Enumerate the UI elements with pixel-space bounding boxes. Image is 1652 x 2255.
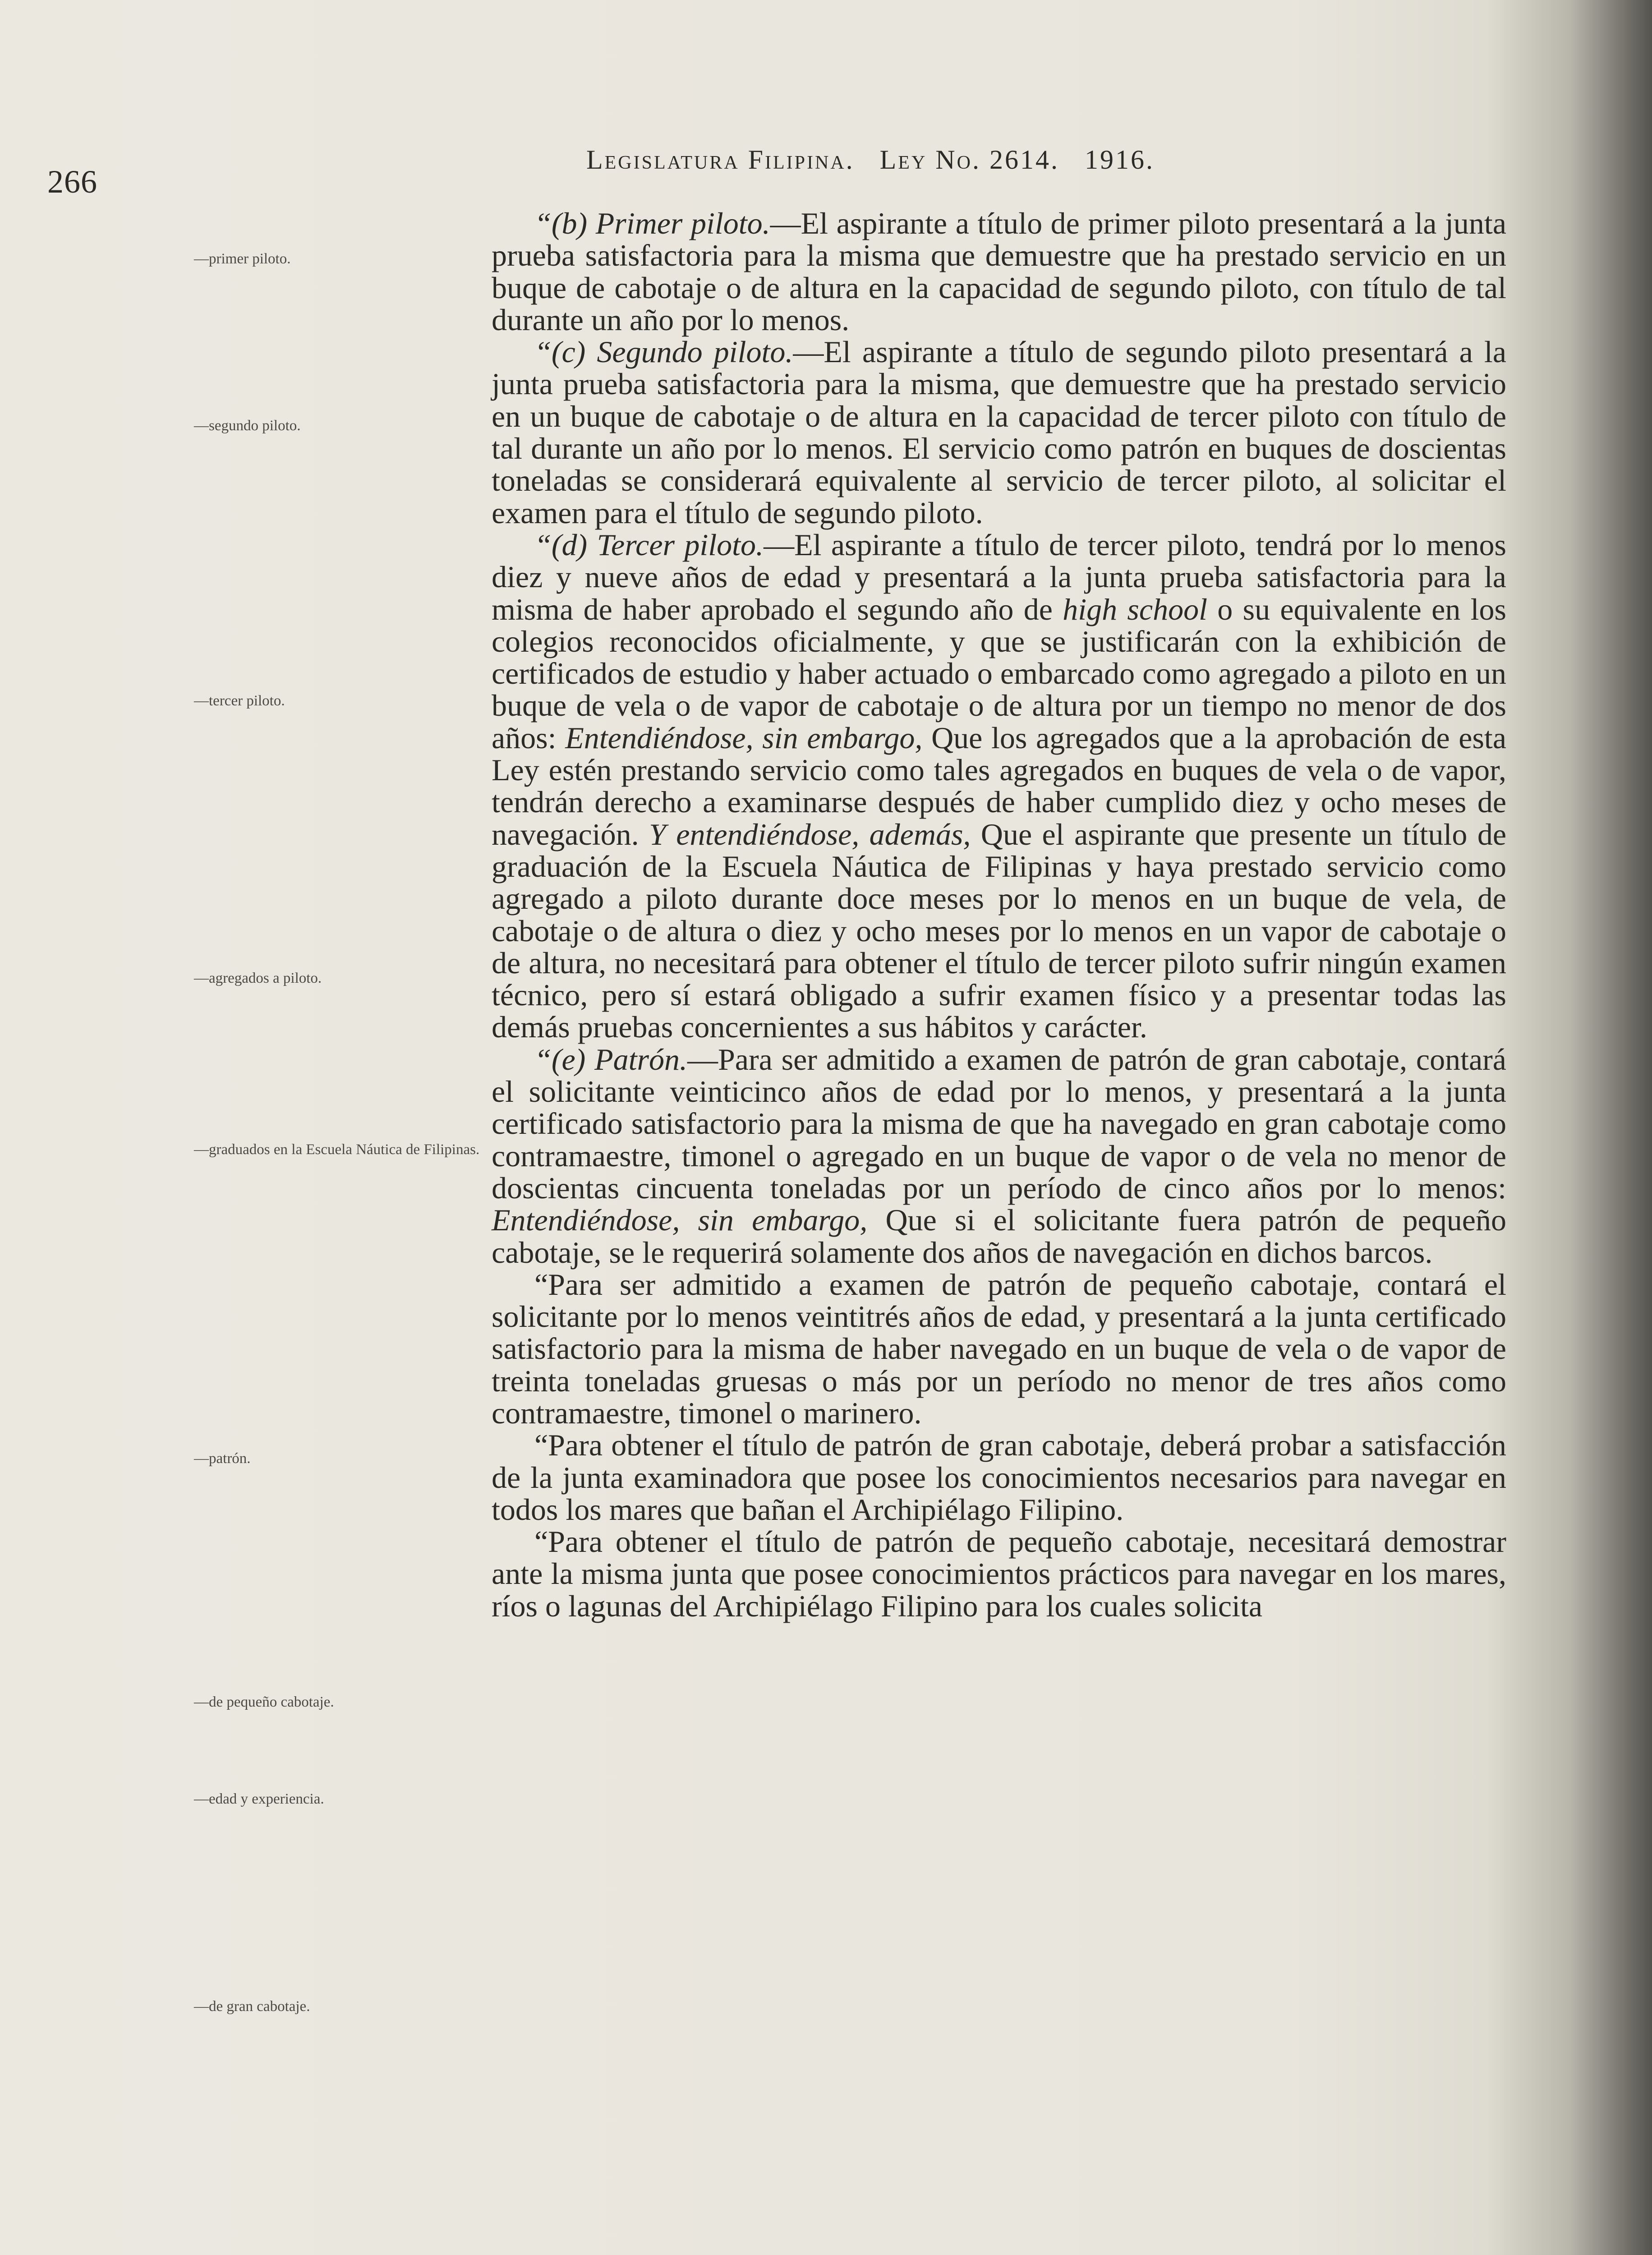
header-title: Legislatura Filipina. xyxy=(586,145,855,175)
margin-note-agregados: —agregados a piloto. xyxy=(194,970,322,986)
text-segundo-piloto: —El aspirante a título de segundo piloto presentará a la junta prueba satisfactoria para la misma, que demuestre que ha prestado servicio en un buque de cabotaje o de altura en la capacidad de tercer piloto con título de tal durante un año por lo menos. El servicio como patrón en buques de doscientas toneladas se considerará equivalente al servicio de tercer piloto, al solicitar el examen para el título de segundo piloto. xyxy=(492,335,1507,530)
text-patron-2: Que si el solicitante fuera patrón de pequeño cabotaje, se le requerirá solamente dos años de navegación en dichos barcos. xyxy=(492,1203,1506,1270)
text-tercer-piloto-1: —El aspirante a título de tercer piloto, tendrá por lo menos diez y nueve años de edad y presentará a la junta prueba satisfactoria para la misma de haber aprobado el segundo año de xyxy=(492,527,1506,626)
text-tercer-piloto-3: Que los agregados que a la aprobación de esta Ley estén prestando servicio como tales agregados en buques de vela o de vapor, tendrán derecho a examinarse después de haber cumplido diez y ocho meses de navegación. xyxy=(492,720,1506,851)
margin-note-primer-piloto: —primer piloto. xyxy=(194,251,291,267)
margin-note-graduados: —graduados en la Escuela Náutica de Filipinas. xyxy=(194,1141,480,1158)
proviso-2: Y entendiéndose, además, xyxy=(649,817,971,851)
text-tercer-piloto-2: o su equivalente en los colegios reconocidos oficialmente, y que se justificarán con la exhibición de certificados de estudio y haber actuado o embarcado como agregado a piloto en un buque de vela o de vapor de cabotaje o de altura por un tiempo no menor de dos años: xyxy=(492,592,1506,755)
margin-note-edad-experiencia: —edad y experiencia. xyxy=(194,1791,324,1807)
page-number: 266 xyxy=(47,164,97,200)
paragraph-tercer-piloto xyxy=(492,529,1506,1044)
text-primer-piloto: —El aspirante a título de primer piloto presentará a la junta prueba satisfactoria para la misma que demuestre que ha prestado servicio en un buque de cabotaje o de altura en la capacidad de segundo piloto, con título de tal durante un año por lo menos. xyxy=(492,206,1506,337)
proviso-patron: Entendiéndose, sin embargo, xyxy=(492,1203,868,1238)
text-patron-1: —Para ser admitido a examen de patrón de gran cabotaje, contará el solicitante veinticinco años de edad por lo menos, y presentará a la junta certificado satisfactorio para la misma de que ha navegado en gran cabotaje como contramaestre, timonel o agregado en un buque de vapor o de vela no menor de doscientas cincuenta toneladas por un período de cinco años por lo menos: xyxy=(492,1042,1506,1205)
paragraph-segundo-piloto xyxy=(492,336,1506,529)
header-law-number: Ley No. 2614. xyxy=(879,145,1059,175)
text-tercer-piloto-4: Que el aspirante que presente un título de graduación de la Escuela Náutica de Filipinas y haya prestado servicio como agregado a piloto durante doce meses por lo menos en un buque de vela, de cabotaje o de altura o diez y ocho meses por lo menos en un vapor de cabotaje o de altura, no necesitará para obtener el título de tercer piloto sufrir ningún examen técnico, pero sí estará obligado a sufrir examen físico y a presentar todas las demás pruebas concernientes a sus hábitos y carácter. xyxy=(492,817,1507,1045)
paragraph-patron xyxy=(492,1044,1506,1269)
margin-note-tercer-piloto: —tercer piloto. xyxy=(194,693,285,709)
paragraph-titulo-pequeno-cabotaje: “Para obtener el título de patrón de pequeño cabotaje, necesitará demostrar ante la misma junta que posee conocimientos prácticos para navegar en los mares, ríos o lagunas del Archipiélago Filipino para los cuales solicita xyxy=(492,1524,1506,1623)
heading-tercer-piloto: “(d) Tercer piloto. xyxy=(534,527,764,562)
paragraph-titulo-gran-cabotaje: “Para obtener el título de patrón de gran cabotaje, deberá probar a satisfacción de la junta examinadora que posee los conocimientos necesarios para navegar en todos los mares que bañan el Archipiélago Filipino. xyxy=(492,1428,1506,1527)
margin-note-gran-cabotaje: —de gran cabotaje. xyxy=(194,1998,310,2015)
paragraph-pequeno-cabotaje: “Para ser admitido a examen de patrón de pequeño cabotaje, contará el solicitante por lo menos veintitrés años de edad, y presentará a la junta certificado satisfactorio para la misma de haber navegado en un buque de vela o de vapor de treinta toneladas gruesas o más por un período no menor de tres años como contramaestre, timonel o marinero. xyxy=(492,1267,1506,1430)
heading-primer-piloto: “(b) Primer piloto. xyxy=(534,206,770,240)
proviso-1: Entendiéndose, sin embargo, xyxy=(565,720,923,755)
margin-note-segundo-piloto: —segundo piloto. xyxy=(194,418,301,434)
running-header xyxy=(586,144,1155,175)
body-text xyxy=(492,207,1506,1622)
header-year: 1916. xyxy=(1084,145,1155,175)
heading-segundo-piloto: “(c) Segundo piloto. xyxy=(534,335,793,369)
margin-note-pequeno-cabotaje: —de pequeño cabotaje. xyxy=(194,1694,334,1710)
text-high-school: high school xyxy=(1063,592,1207,626)
paragraph-primer-piloto xyxy=(492,207,1506,336)
margin-note-patron: —patrón. xyxy=(194,1450,251,1467)
heading-patron: “(e) Patrón. xyxy=(534,1042,687,1077)
